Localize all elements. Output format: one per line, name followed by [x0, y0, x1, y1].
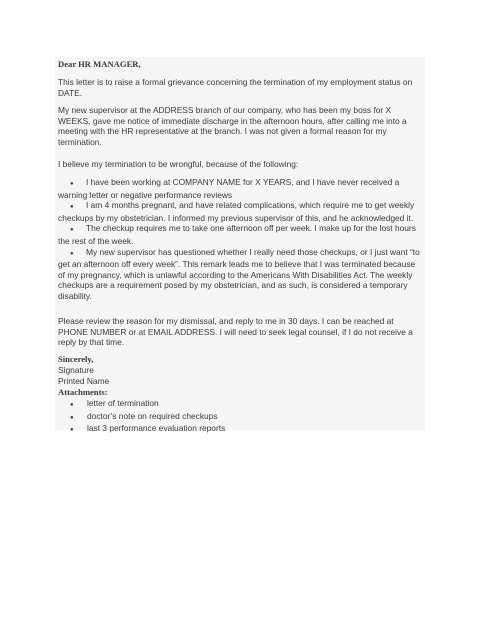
bullet-icon: ● — [70, 204, 74, 211]
list-item — [58, 223, 424, 246]
list-item — [58, 398, 225, 411]
attachment-text: last 3 performance evaluation reports — [87, 423, 226, 434]
list-item — [58, 177, 424, 200]
bullet-icon: ● — [70, 414, 74, 421]
attachments-heading: Attachments: — [58, 387, 108, 397]
bullet-icon: ● — [70, 250, 74, 257]
bullet-icon: ● — [70, 181, 74, 187]
request-paragraph: Please review the reason for my dismissal, and reply to me in 30 days. I can be reached at PHONE NUMBER or at EMAIL ADDRESS. I will need to seek legal counsel, if I do not receive a reply by that time. — [58, 316, 413, 348]
list-item — [58, 247, 424, 302]
letter-page — [55, 57, 425, 434]
list-item — [58, 200, 424, 223]
bullet-icon: ● — [70, 227, 74, 234]
salutation: Dear HR MANAGER, — [58, 59, 141, 69]
attachments-list — [58, 398, 225, 436]
reasons-list — [58, 177, 424, 302]
reason-text: I have been working at COMPANY NAME for X YEARS, and I have never received a warning letter or negative performance reviews — [58, 177, 400, 200]
circumstances-paragraph: My new supervisor at the ADDRESS branch of our company, who has been my boss for X WEEKS, gave me notice of immediate discharge in the afternoon hours, after calling me into a meeting with the HR representative at the branch. I was not given a formal reason for my termination. — [58, 105, 407, 147]
list-item — [58, 423, 225, 436]
list-item — [58, 411, 225, 424]
attachment-text: doctor’s note on required checkups — [87, 410, 218, 421]
bullet-icon: ● — [70, 427, 74, 434]
attachment-text: letter of termination — [87, 398, 159, 408]
reasons-intro-paragraph: I believe my termination to be wrongful, because of the following: — [58, 159, 299, 169]
bullet-icon: ● — [70, 402, 74, 408]
closing: Sincerely, — [58, 354, 94, 364]
reason-text: My new supervisor has questioned whether I really need those checkups, or I just want “to get an afternoon off every week”. This remark leads me to believe that I was terminated because of my pregnancy, which is unlawful according to the Americans With Disabilities Act. The weekly checkups are a requirement posed by my obstetrician, and as such, is considered a temporary disability. — [58, 246, 420, 301]
signature: Signature — [58, 365, 94, 375]
printed-name: Printed Name — [58, 376, 110, 386]
opening-paragraph: This letter is to raise a formal grievance concerning the termination of my employment status on DATE. — [58, 77, 413, 98]
reason-text: I am 4 months pregnant, and have related complications, which require me to get weekly checkups by my obstetrician. I informed my previous supervisor of this, and he acknowledged it. — [58, 200, 415, 223]
reason-text: The checkup requires me to take one afternoon off per week. I make up for the lost hours the rest of the week. — [58, 223, 416, 246]
